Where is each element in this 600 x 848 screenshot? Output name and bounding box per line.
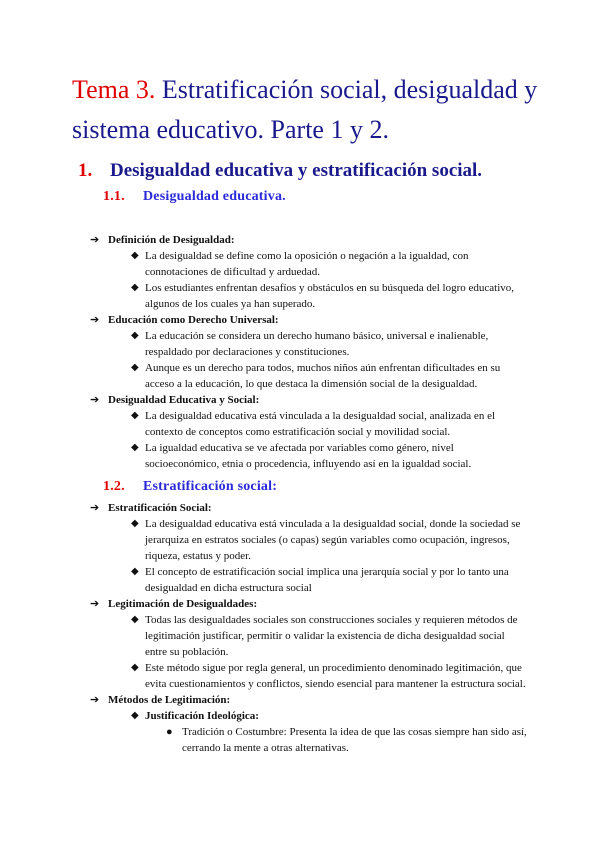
- list-item-text: Este método sigue por regla general, un procedimiento denominado legitimación, que evita cuestionamientos y conflictos, siendo esencial para mantener la estructura social.: [145, 662, 526, 690]
- subsection-label: Estratificación social:: [143, 479, 278, 494]
- list-item: [0, 248, 527, 280]
- list-item: [0, 360, 527, 392]
- subsection-heading-1-2: [103, 479, 277, 495]
- list-item-text: Los estudiantes enfrentan desafíos y obstáculos en su búsqueda del logro educativo, algunos de los cuales ya han superado.: [145, 282, 515, 310]
- title-topic-number: Tema 3.: [72, 75, 156, 104]
- outline-heading: [0, 232, 600, 248]
- arrow-bullet-icon: ➔: [90, 694, 100, 706]
- outline-heading-text: Legitimación de Desigualdades:: [108, 598, 258, 610]
- subsection-number: 1.1.: [103, 189, 125, 204]
- outline-heading-text: Educación como Derecho Universal:: [108, 314, 279, 326]
- list-item-text: La desigualdad educativa está vinculada a la desigualdad social, analizada en el contexto de conceptos como estratificación social y movilidad social.: [145, 410, 496, 438]
- list-item: [0, 660, 527, 692]
- outline-heading-text: Desigualdad Educativa y Social:: [108, 394, 260, 406]
- diamond-bullet-icon: ◆: [131, 566, 139, 577]
- list-item: [0, 280, 527, 312]
- outline-heading: [0, 500, 600, 516]
- title-text: Estratificación social, desigualdad y sistema educativo. Parte 1 y 2.: [72, 75, 538, 144]
- diamond-bullet-icon: ◆: [131, 710, 139, 721]
- subsection-heading-1-1: [103, 189, 286, 205]
- list-item: [0, 564, 527, 596]
- arrow-bullet-icon: ➔: [90, 234, 100, 246]
- outline-heading: [0, 596, 600, 612]
- outline-section: [0, 312, 600, 392]
- outline-section: [0, 500, 600, 596]
- outline-heading-text: Métodos de Legitimación:: [108, 694, 231, 706]
- diamond-bullet-icon: ◆: [131, 518, 139, 529]
- list-item: [0, 724, 527, 756]
- list-item: [0, 408, 527, 440]
- arrow-bullet-icon: ➔: [90, 394, 100, 406]
- outline-section: [0, 232, 600, 312]
- sub-heading: [0, 708, 600, 724]
- outline-list-2: [0, 500, 600, 756]
- outline-heading: [0, 692, 600, 708]
- arrow-bullet-icon: ➔: [90, 314, 100, 326]
- list-item-text: Tradición o Costumbre: Presenta la idea de que las cosas siempre han sido así, cerrando la mente a otras alternativas.: [182, 726, 527, 754]
- outline-heading: [0, 392, 600, 408]
- section-number: 1.: [78, 160, 93, 181]
- diamond-bullet-icon: ◆: [131, 662, 139, 673]
- diamond-bullet-icon: ◆: [131, 250, 139, 261]
- outline-section: [0, 692, 600, 756]
- arrow-bullet-icon: ➔: [90, 502, 100, 514]
- diamond-bullet-icon: ◆: [131, 330, 139, 341]
- outline-heading: [0, 312, 600, 328]
- dot-bullet-icon: ●: [166, 726, 173, 738]
- list-item-text: La desigualdad se define como la oposición o negación a la igualdad, con connotaciones de dificultad y arduedad.: [145, 250, 469, 278]
- outline-section: [0, 596, 600, 692]
- diamond-bullet-icon: ◆: [131, 442, 139, 453]
- diamond-bullet-icon: ◆: [131, 410, 139, 421]
- diamond-bullet-icon: ◆: [131, 362, 139, 373]
- page-title: [72, 70, 572, 150]
- list-item: [0, 612, 527, 660]
- list-item: [0, 440, 527, 472]
- list-item-text: El concepto de estratificación social implica una jerarquía social y por lo tanto una desigualdad en dicha estructura social: [145, 566, 509, 594]
- arrow-bullet-icon: ➔: [90, 598, 100, 610]
- list-item-text: Aunque es un derecho para todos, muchos niños aún enfrentan dificultades en su acceso a la educación, lo que destaca la dimensión social de la desigualdad.: [145, 362, 501, 390]
- list-item-text: Todas las desigualdades sociales son construcciones sociales y requieren métodos de legitimación justificar, permitir o validar la existencia de dicha desigualdad social entre su población.: [145, 614, 518, 658]
- subsection-number: 1.2.: [103, 479, 125, 494]
- diamond-bullet-icon: ◆: [131, 282, 139, 293]
- section-heading-1: [78, 160, 578, 182]
- list-item-text: La desigualdad educativa está vinculada a la desigualdad social, donde la sociedad se jerarquiza en estratos sociales (o capas) según variables como ocupación, ingresos, riqueza, estatus y poder.: [145, 518, 521, 562]
- list-item: [0, 516, 527, 564]
- outline-list-1: [0, 232, 600, 472]
- diamond-bullet-icon: ◆: [131, 614, 139, 625]
- list-item-text: La igualdad educativa se ve afectada por variables como género, nivel socioeconómico, etnia o procedencia, influyendo así en la igualdad social.: [145, 442, 472, 470]
- list-item: [0, 328, 527, 360]
- list-item-text: La educación se considera un derecho humano básico, universal e inalienable, respaldado por declaraciones y constituciones.: [145, 330, 489, 358]
- outline-heading-text: Estratificación Social:: [108, 502, 212, 514]
- sub-heading-text: Justificación Ideológica:: [145, 710, 259, 722]
- outline-heading-text: Definición de Desigualdad:: [108, 234, 235, 246]
- section-label: Desigualdad educativa y estratificación social.: [110, 160, 483, 181]
- subsection-label: Desigualdad educativa.: [143, 189, 286, 204]
- outline-section: [0, 392, 600, 472]
